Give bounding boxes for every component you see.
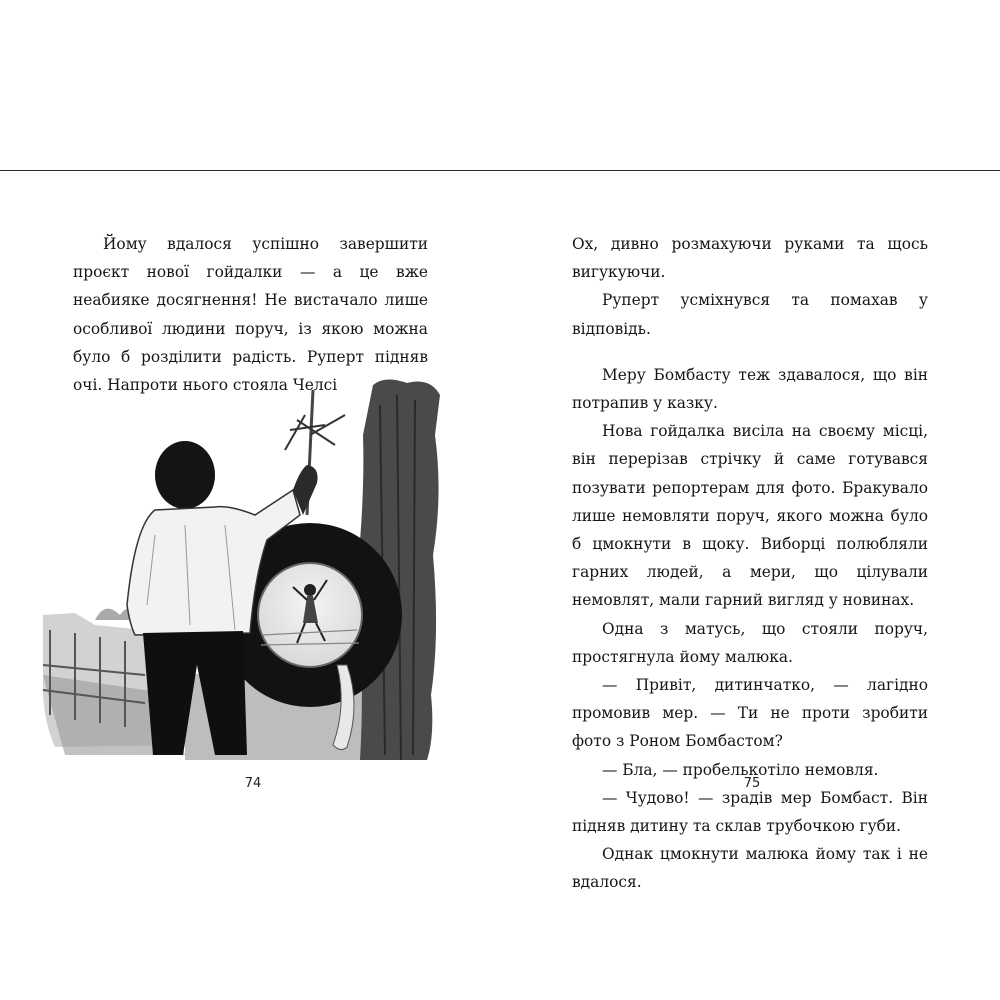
left-page-number: 74 (244, 776, 262, 791)
right-paragraph-4: Нова гойдалка висіла на своєму місці, він перерізав стрічку й саме готувався позувати репортерам для фото. Бракувало лише немовляти поруч, якого можна було б цмокнути в щоку. Виборці полюбляли гарних людей, а мери, що цілували немовлят, мали гарний вигляд у новинах. (572, 422, 928, 610)
right-paragraph-1: Ох, дивно розмахуючи руками та щось вигукуючи. (572, 235, 928, 282)
right-paragraph-5: Одна з матусь, що стояли поруч, простягнула йому малюка. (572, 619, 928, 666)
right-paragraph-3: Меру Бомбасту теж здавалося, що він потрапив у казку. (572, 365, 928, 413)
left-page-text (73, 230, 428, 399)
rope-knot (285, 415, 345, 450)
boy-head (155, 441, 215, 509)
right-paragraph-7: — Бла, — пробелькотіло немовля. (602, 760, 879, 779)
right-page-text (572, 230, 928, 897)
right-paragraph-9: Однак цмокнути малюка йому так і не вдалося. (572, 845, 928, 892)
right-paragraph-8: — Чудово! — зрадів мер Бомбаст. Він підняв дитину та склав трубочкою губи. (572, 788, 928, 836)
boy-tire-swing-illustration (35, 375, 445, 760)
right-paragraph-2: Руперт усміхнувся та помахав у відповідь. (572, 291, 928, 338)
left-paragraph-1: Йому вдалося успішно завершити проєкт нової гойдалки — а це вже неабияке досягнення! Не вистачало лише особливої людини поруч, із якою можна було б розділити радість. Руперт підняв очі. Напроти нього стояла Челсі (73, 235, 428, 395)
spread-top-rule (0, 170, 1000, 171)
right-page-number: 75 (743, 776, 761, 791)
right-paragraph-6: — Привіт, дитинчатко, — лагідно промовив мер. — Ти не проти зробити фото з Роном Бомбастом? (572, 676, 928, 751)
